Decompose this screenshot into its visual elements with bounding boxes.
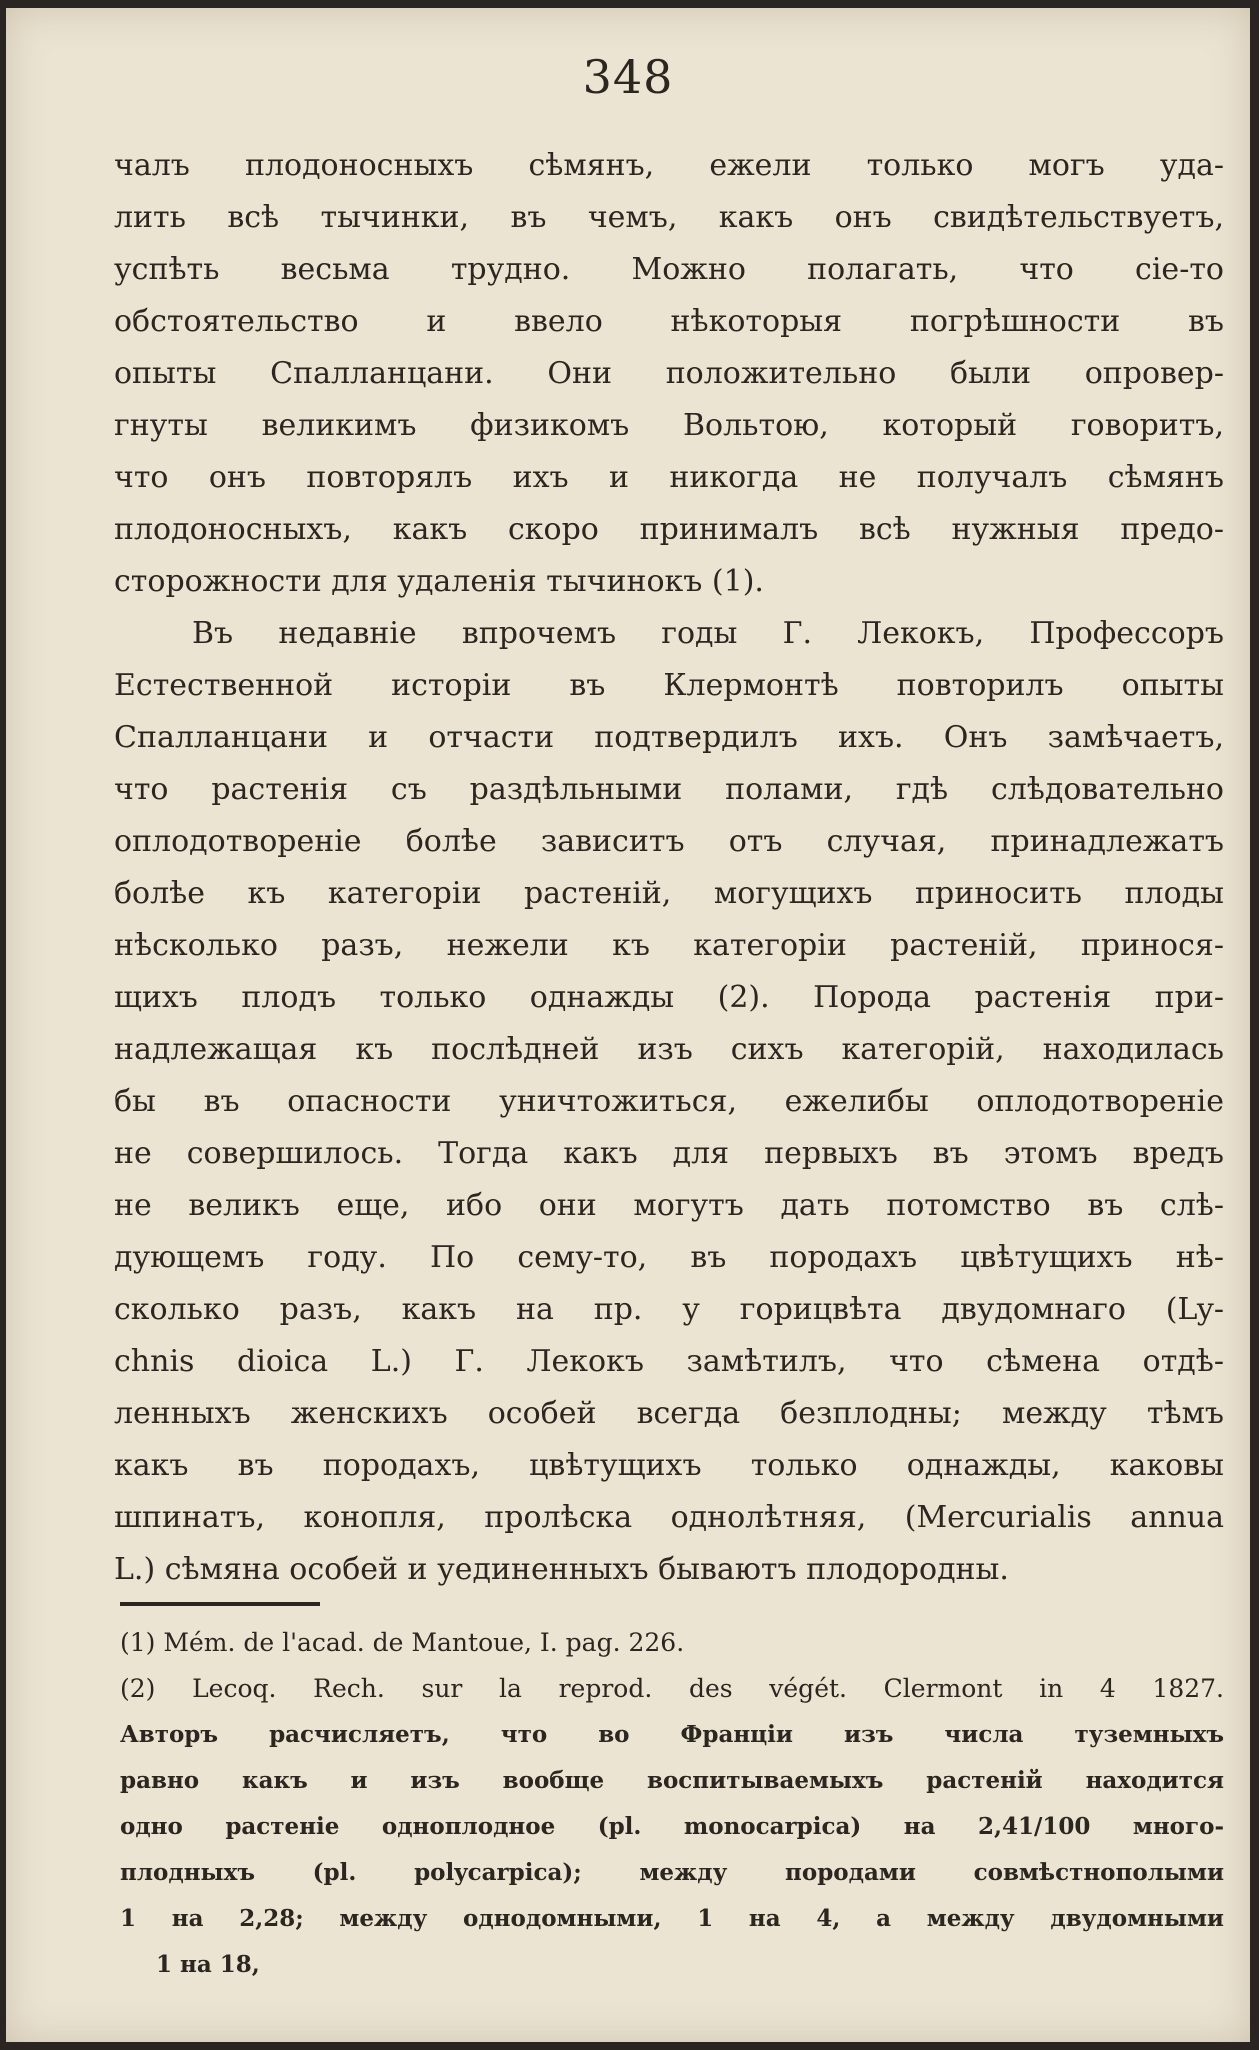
book-page (6, 8, 1250, 2042)
text-line: сколько разъ, какъ на пр. у горицвѣта двудомнаго (Ly- (114, 1292, 1224, 1327)
footnote-line: 1 на 2,28; между однодомными, 1 на 4, а между двудомными (120, 1905, 1224, 1932)
text-line: какъ въ породахъ, цвѣтущихъ только однажды, каковы (114, 1448, 1224, 1483)
text-line: Въ недавніе впрочемъ годы Г. Лекокъ, Профессоръ (192, 616, 1224, 651)
text-line: дующемъ году. По сему-то, въ породахъ цвѣтущихъ нѣ- (114, 1240, 1224, 1275)
footnote-line: 1 на 18, (156, 1951, 260, 1978)
text-line: шпинатъ, конопля, пролѣска однолѣтняя, (Mercurialis annua (114, 1500, 1224, 1535)
text-line: сторожности для удаленія тычинокъ (1). (114, 564, 764, 599)
text-line: надлежащая къ послѣдней изъ сихъ категорій, находилась (114, 1032, 1224, 1067)
text-line: плодоносныхъ, какъ скоро принималъ всѣ нужныя предо- (114, 512, 1224, 547)
text-line: что растенія съ раздѣльными полами, гдѣ слѣдовательно (114, 772, 1224, 807)
text-line: оплодотвореніе болѣе зависитъ отъ случая, принадлежатъ (114, 824, 1224, 859)
text-line: бы въ опасности уничтожиться, ежелибы оплодотвореніе (114, 1084, 1224, 1119)
footnote-line: одно растеніе одноплодное (pl. monocarpica) на 2,41/100 много- (120, 1813, 1224, 1840)
text-line: ленныхъ женскихъ особей всегда безплодны; между тѣмъ (114, 1396, 1224, 1431)
footnotes (120, 1620, 1224, 1988)
text-line: нѣсколько разъ, нежели къ категоріи растеній, принося- (114, 928, 1224, 963)
text-line: Спалланцани и отчасти подтвердилъ ихъ. Онъ замѣчаетъ, (114, 720, 1224, 755)
footnote-line: равно какъ и изъ вообще воспитываемыхъ растеній находится (120, 1767, 1224, 1794)
page-number: 348 (582, 50, 674, 104)
footnote-line: (2) Lecoq. Rech. sur la reprod. des végét. Clermont in 4 1827. (120, 1674, 1224, 1703)
main-paragraphs (114, 140, 1224, 1596)
text-line: гнуты великимъ физикомъ Вольтою, который говоритъ, (114, 408, 1224, 443)
text-line: chnis dioica L.) Г. Лекокъ замѣтилъ, что сѣмена отдѣ- (114, 1344, 1224, 1379)
text-line: что онъ повторялъ ихъ и никогда не получалъ сѣмянъ (114, 460, 1224, 495)
text-line: лить всѣ тычинки, въ чемъ, какъ онъ свидѣтельствуетъ, (114, 200, 1224, 235)
footnote-line: (1) Mém. de l'acad. de Mantoue, I. pag. 226. (120, 1628, 685, 1657)
footnote-line: Авторъ расчисляетъ, что во Франціи изъ числа туземныхъ (120, 1721, 1224, 1748)
text-line: Естественной исторіи въ Клермонтѣ повторилъ опыты (114, 668, 1224, 703)
footnote-divider (120, 1602, 320, 1606)
text-line: не совершилось. Тогда какъ для первыхъ въ этомъ вредъ (114, 1136, 1224, 1171)
text-line: болѣе къ категоріи растеній, могущихъ приносить плоды (114, 876, 1224, 911)
text-line: опыты Спалланцани. Они положительно были опровер- (114, 356, 1224, 391)
footnote-line: плодныхъ (pl. polycarpica); между породами совмѣстнополыми (120, 1859, 1224, 1886)
text-line: успѣть весьма трудно. Можно полагать, что сіе-то (114, 252, 1224, 287)
text-line: щихъ плодъ только однажды (2). Порода растенія при- (114, 980, 1224, 1015)
text-line: не великъ еще, ибо они могутъ дать потомство въ слѣ- (114, 1188, 1224, 1223)
text-line: L.) сѣмяна особей и уединенныхъ бываютъ плодородны. (114, 1552, 1009, 1587)
text-line: чалъ плодоносныхъ сѣмянъ, ежели только могъ уда- (114, 148, 1224, 183)
text-line: обстоятельство и ввело нѣкоторыя погрѣшности въ (114, 304, 1224, 339)
